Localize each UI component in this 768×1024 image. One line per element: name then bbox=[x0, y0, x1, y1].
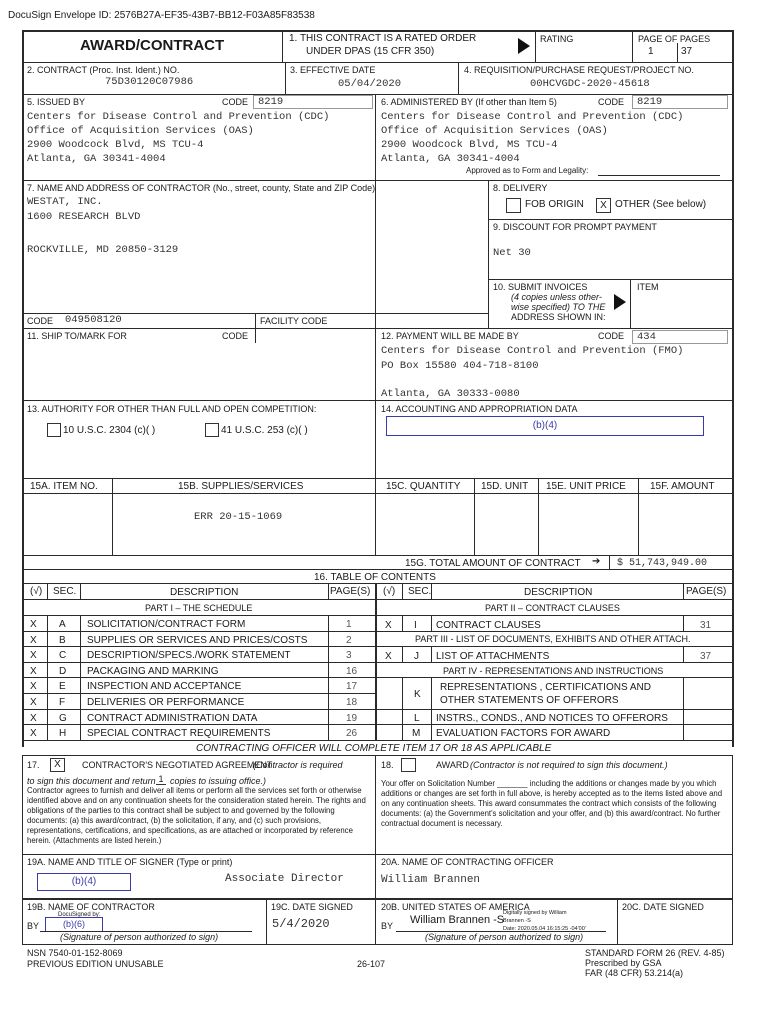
page-count: 37 bbox=[681, 46, 693, 57]
payment-line2: PO Box 15580 404-718-8100 bbox=[381, 360, 539, 372]
row-line bbox=[375, 677, 733, 678]
divider bbox=[22, 755, 23, 854]
toc-check-j: X bbox=[385, 651, 392, 662]
box17-number: 17. bbox=[27, 760, 40, 770]
divider bbox=[732, 854, 733, 944]
col-unit: 15D. UNIT bbox=[481, 481, 529, 492]
envelope-id: DocuSign Envelope ID: 2576B27A-EF35-43B7-BB12-F03A85F83538 bbox=[8, 10, 315, 21]
issued-by-line4: Atlanta, GA 30341-4004 bbox=[27, 153, 166, 165]
submit-invoices-line3: wise specified) TO THE bbox=[511, 302, 606, 312]
arrow-right-icon bbox=[614, 294, 626, 310]
administered-by-code-label: CODE bbox=[598, 97, 625, 107]
authority-label: 13. AUTHORITY FOR OTHER THAN FULL AND OPEN COMPETITION: bbox=[27, 404, 317, 414]
other-delivery-checkbox[interactable]: X bbox=[596, 198, 611, 213]
box17-copies: 1 bbox=[156, 774, 166, 785]
other-delivery-label: OTHER (See below) bbox=[615, 199, 707, 210]
row-line bbox=[22, 646, 733, 647]
divider bbox=[22, 854, 23, 944]
divider bbox=[683, 615, 684, 631]
rating-label: RATING bbox=[540, 34, 574, 44]
toc-sec-header: SEC. bbox=[53, 586, 77, 597]
page-of-pages-label: PAGE OF PAGES bbox=[638, 34, 711, 44]
toc-desc-header: DESCRIPTION bbox=[170, 587, 239, 598]
contractor-city: ROCKVILLE, MD 20850-3129 bbox=[27, 244, 179, 256]
contractor-by-label: BY bbox=[27, 921, 40, 931]
divider bbox=[431, 583, 432, 599]
toc-sec-i: I bbox=[414, 620, 417, 631]
divider bbox=[617, 898, 618, 944]
contractor-code-label: CODE bbox=[27, 316, 54, 326]
toc-desc-a: SOLICITATION/CONTRACT FORM bbox=[87, 619, 246, 630]
issued-by-line1: Centers for Disease Control and Prevention (CDC) bbox=[27, 111, 330, 123]
total-label: 15G. TOTAL AMOUNT OF CONTRACT bbox=[405, 558, 581, 569]
usa-signature: William Brannen -S bbox=[410, 914, 505, 926]
row-line bbox=[22, 854, 733, 855]
issued-by-line2: Office of Acquisition Services (OAS) bbox=[27, 125, 254, 137]
digital-sign-note3: Date: 2020.05.04 16:15:25 -04'00' bbox=[503, 926, 586, 932]
footer-far: FAR (48 CFR) 53.214(a) bbox=[585, 968, 684, 978]
toc-page-e: 17 bbox=[346, 681, 358, 692]
divider bbox=[375, 478, 376, 555]
toc-desc-j: LIST OF ATTACHMENTS bbox=[436, 651, 550, 662]
row-line bbox=[22, 709, 733, 710]
divider bbox=[255, 328, 256, 343]
administered-by-label: 6. ADMINISTERED BY (If other than Item 5) bbox=[381, 97, 557, 107]
delivery-label: 8. DELIVERY bbox=[493, 183, 548, 193]
row-line bbox=[22, 583, 733, 584]
toc-sec-f: F bbox=[59, 697, 66, 708]
row-line bbox=[22, 180, 733, 181]
divider bbox=[638, 478, 639, 555]
divider bbox=[47, 615, 48, 740]
toc-check-h: X bbox=[30, 728, 37, 739]
divider bbox=[488, 180, 489, 328]
row-line bbox=[22, 555, 733, 556]
toc-pages-header-right: PAGE(S) bbox=[686, 586, 727, 597]
digital-sign-note2: Brannen -S bbox=[503, 918, 531, 924]
divider bbox=[677, 43, 678, 62]
toc-desc-e: INSPECTION AND ACCEPTANCE bbox=[87, 681, 242, 692]
negotiated-agreement-checkbox[interactable]: X bbox=[50, 758, 65, 772]
form-title: AWARD/CONTRACT bbox=[80, 37, 225, 54]
divider bbox=[431, 677, 432, 740]
toc-page-j: 37 bbox=[700, 651, 712, 662]
box18-body: Your offer on Solicitation Number _______ including the additions or changes made by you which additions or changes are set forth in full above, is hereby accepted as to the items listed above and on any continuation sheets. This award consummates the contract which consists of the following documents: (a) the Government's solicitation and your offer, and (b) this award/contract. No further contractual document is necessary. bbox=[381, 779, 723, 828]
col-quantity: 15C. QUANTITY bbox=[386, 481, 461, 492]
supplies-text: ERR 20-15-1069 bbox=[194, 511, 283, 523]
usa-sign-label: 20B. UNITED STATES OF AMERICA bbox=[381, 902, 530, 912]
row-line bbox=[22, 400, 733, 401]
toc-desc-g: CONTRACT ADMINISTRATION DATA bbox=[87, 713, 258, 724]
ship-to-label: 11. SHIP TO/MARK FOR bbox=[27, 331, 127, 341]
col-item-no: 15A. ITEM NO. bbox=[30, 481, 98, 492]
toc-page-f: 18 bbox=[346, 697, 358, 708]
co-banner: CONTRACTING OFFICER WILL COMPLETE ITEM 17 OR 18 AS APPLICABLE bbox=[196, 743, 552, 754]
divider bbox=[328, 583, 329, 599]
effective-date-label: 3. EFFECTIVE DATE bbox=[290, 65, 376, 75]
fob-origin-checkbox[interactable] bbox=[506, 198, 521, 213]
signer-name-redaction: (b)(4) bbox=[37, 873, 131, 891]
arrow-right-icon bbox=[518, 38, 530, 54]
row-line bbox=[22, 740, 733, 741]
effective-date: 05/04/2020 bbox=[338, 78, 402, 90]
toc-sec-header-right: SEC. bbox=[408, 586, 432, 597]
toc-desc-h: SPECIAL CONTRACT REQUIREMENTS bbox=[87, 728, 271, 739]
divider bbox=[80, 615, 81, 740]
toc-sec-j: J bbox=[414, 651, 419, 662]
toc-page-b: 2 bbox=[346, 635, 352, 646]
submit-invoices-line4: ADDRESS SHOWN IN: bbox=[511, 312, 606, 322]
divider bbox=[112, 478, 113, 555]
administered-by-line1: Centers for Disease Control and Prevention (CDC) bbox=[381, 111, 684, 123]
row-line bbox=[22, 599, 733, 600]
toc-desc-k2: OTHER STATEMENTS OF OFFERORS bbox=[440, 695, 619, 706]
contractor-date-label: 19C. DATE SIGNED bbox=[271, 902, 353, 912]
toc-page-g: 19 bbox=[346, 713, 358, 724]
toc-check-header: (√) bbox=[30, 586, 43, 597]
divider bbox=[535, 30, 536, 62]
row-line bbox=[22, 615, 733, 616]
row-line bbox=[22, 631, 733, 632]
divider bbox=[47, 583, 48, 599]
toc-sec-l: L bbox=[414, 713, 420, 724]
toc-page-a: 1 bbox=[346, 619, 352, 630]
form-left-border bbox=[22, 30, 24, 747]
ship-to-code-label: CODE bbox=[222, 331, 249, 341]
payment-by-label: 12. PAYMENT WILL BE MADE BY bbox=[381, 331, 519, 341]
toc-desc-i: CONTRACT CLAUSES bbox=[436, 620, 541, 631]
row-line bbox=[488, 219, 733, 220]
divider bbox=[375, 94, 376, 328]
divider bbox=[328, 615, 329, 740]
col-unit-price: 15E. UNIT PRICE bbox=[546, 481, 626, 492]
toc-sec-k: K bbox=[414, 689, 421, 700]
submit-invoices-line2: (4 copies unless other- bbox=[511, 292, 602, 302]
row-line bbox=[22, 569, 733, 570]
toc-pages-header: PAGE(S) bbox=[330, 586, 371, 597]
toc-desc-l: INSTRS., CONDS., AND NOTICES TO OFFERORS bbox=[436, 713, 668, 724]
signer-name-label: 19A. NAME AND TITLE OF SIGNER (Type or print) bbox=[27, 857, 233, 867]
footer-nsn: NSN 7540-01-152-8069 bbox=[27, 948, 123, 958]
administered-by-line3: 2900 Woodcock Blvd, MS TCU-4 bbox=[381, 139, 558, 151]
divider bbox=[630, 279, 631, 328]
award-checkbox[interactable] bbox=[401, 758, 416, 772]
toc-check-e: X bbox=[30, 681, 37, 692]
box18-title: AWARD bbox=[436, 760, 469, 770]
issued-by-label: 5. ISSUED BY bbox=[27, 97, 86, 107]
divider bbox=[538, 478, 539, 555]
toc-sec-g: G bbox=[59, 713, 67, 724]
toc-desc-m: EVALUATION FACTORS FOR AWARD bbox=[436, 728, 611, 739]
toc-sec-c: C bbox=[59, 650, 67, 661]
contractor-sig-caption: (Signature of person authorized to sign) bbox=[60, 932, 219, 942]
rated-order-line2: UNDER DPAS (15 CFR 350) bbox=[306, 46, 435, 57]
divider bbox=[632, 30, 633, 62]
divider bbox=[375, 328, 376, 478]
issued-by-code: 8219 bbox=[253, 95, 373, 109]
discount-terms: Net 30 bbox=[493, 247, 531, 259]
col-supplies: 15B. SUPPLIES/SERVICES bbox=[178, 481, 304, 492]
administered-by-line4: Atlanta, GA 30341-4004 bbox=[381, 153, 520, 165]
toc-sec-a: A bbox=[59, 619, 66, 630]
toc-desc-b: SUPPLIES OR SERVICES AND PRICES/COSTS bbox=[87, 635, 308, 646]
usa-sig-caption: (Signature of person authorized to sign) bbox=[425, 932, 584, 942]
row-line bbox=[22, 724, 733, 725]
toc-desc-c: DESCRIPTION/SPECS./WORK STATEMENT bbox=[87, 650, 291, 661]
divider bbox=[285, 62, 286, 94]
footer-prev-edition: PREVIOUS EDITION UNUSABLE bbox=[27, 959, 164, 969]
divider bbox=[375, 583, 377, 740]
toc-sec-m: M bbox=[412, 728, 421, 739]
toc-sec-h: H bbox=[59, 728, 67, 739]
divider bbox=[458, 62, 459, 94]
toc-page-d: 16 bbox=[346, 666, 358, 677]
total-amount: $ 51,743,949.00 bbox=[617, 558, 708, 569]
payment-code-label: CODE bbox=[598, 331, 625, 341]
divider bbox=[431, 615, 432, 631]
box18-number: 18. bbox=[381, 760, 394, 770]
toc-part1: PART I – THE SCHEDULE bbox=[145, 603, 253, 613]
toc-part3: PART III - LIST OF DOCUMENTS, EXHIBITS AND OTHER ATTACH. bbox=[415, 634, 691, 644]
accounting-label: 14. ACCOUNTING AND APPROPRIATION DATA bbox=[381, 404, 578, 414]
toc-page-h: 26 bbox=[346, 728, 358, 739]
divider bbox=[402, 583, 403, 599]
administered-by-line2: Office of Acquisition Services (OAS) bbox=[381, 125, 608, 137]
contractor-code: 049508120 bbox=[65, 314, 122, 326]
signer-title: Associate Director bbox=[225, 873, 344, 885]
footer-standard-form: STANDARD FORM 26 (REV. 4-85) bbox=[585, 948, 725, 958]
contracting-officer-label: 20A. NAME OF CONTRACTING OFFICER bbox=[381, 857, 554, 867]
footer-form-number: 26-107 bbox=[357, 959, 386, 969]
contract-no: 75D30120C07986 bbox=[105, 76, 194, 88]
authority-10usc-checkbox[interactable] bbox=[47, 423, 61, 437]
docusigned-by: DocuSigned by: bbox=[58, 912, 101, 918]
col-amount: 15F. AMOUNT bbox=[650, 481, 715, 492]
row-line bbox=[22, 62, 733, 63]
toc-part2: PART II – CONTRACT CLAUSES bbox=[485, 603, 620, 613]
contractor-name: WESTAT, INC. bbox=[27, 196, 103, 208]
row-line bbox=[22, 94, 733, 95]
requisition-no: 00HCVGDC-2020-45618 bbox=[530, 78, 650, 90]
divider bbox=[609, 555, 610, 569]
divider bbox=[80, 583, 81, 599]
box17-body: Contractor agrees to furnish and deliver all items or perform all the services set forth or otherwise identified above and on any continuation sheets for the consideration stated herein. The rights and obligations of the parties to this contract shall be subject to and governed by the following documents: (a) this award/contract, (b) the solicitation, if any, and (c) such provisions, representations, certifications, and specifications, as are attached or incorporated by reference herein. (Attachments are listed herein.) bbox=[27, 786, 366, 845]
toc-page-i: 31 bbox=[700, 620, 712, 631]
contractor-sign-label: 19B. NAME OF CONTRACTOR bbox=[27, 902, 155, 912]
usa-by-label: BY bbox=[381, 921, 394, 931]
toc-title: 16. TABLE OF CONTENTS bbox=[314, 572, 436, 583]
divider bbox=[431, 646, 432, 662]
row-line bbox=[488, 279, 733, 280]
form-right-border bbox=[732, 30, 734, 747]
item-label: ITEM bbox=[637, 282, 659, 292]
usa-date-label: 20C. DATE SIGNED bbox=[622, 902, 704, 912]
payment-line1: Centers for Disease Control and Prevention (FMO) bbox=[381, 345, 684, 357]
toc-check-c: X bbox=[30, 650, 37, 661]
page-number: 1 bbox=[648, 46, 654, 57]
total-arrow-icon: ➔ bbox=[592, 556, 601, 567]
divider bbox=[375, 854, 376, 944]
facility-code-label: FACILITY CODE bbox=[260, 316, 328, 326]
divider bbox=[375, 755, 376, 854]
submit-invoices-label: 10. SUBMIT INVOICES bbox=[493, 282, 588, 292]
row-line bbox=[22, 944, 733, 945]
authority-41usc-label: 41 U.S.C. 253 (c)( ) bbox=[221, 425, 308, 436]
issued-by-code-label: CODE bbox=[222, 97, 249, 107]
divider bbox=[683, 583, 684, 599]
toc-page-c: 3 bbox=[346, 650, 352, 661]
accounting-redaction: (b)(4) bbox=[386, 416, 704, 436]
divider bbox=[474, 478, 475, 555]
toc-check-f: X bbox=[30, 697, 37, 708]
row-line bbox=[22, 755, 733, 756]
toc-desc-k1: REPRESENTATIONS , CERTIFICATIONS AND bbox=[440, 682, 651, 693]
toc-check-g: X bbox=[30, 713, 37, 724]
payment-code: 434 bbox=[632, 330, 728, 344]
row-line bbox=[22, 693, 375, 694]
requisition-label: 4. REQUISITION/PURCHASE REQUEST/PROJECT NO. bbox=[464, 65, 694, 75]
toc-desc-header-right: DESCRIPTION bbox=[524, 587, 593, 598]
toc-part4: PART IV - REPRESENTATIONS AND INSTRUCTIONS bbox=[443, 666, 664, 676]
toc-sec-d: D bbox=[59, 666, 67, 677]
divider bbox=[402, 646, 403, 662]
contracting-officer-name: William Brannen bbox=[381, 874, 481, 886]
administered-by-code: 8219 bbox=[632, 95, 728, 109]
row-line bbox=[22, 478, 733, 479]
divider bbox=[732, 755, 733, 854]
box17-title: CONTRACTOR'S NEGOTIATED AGREEMENT bbox=[82, 760, 273, 770]
toc-check-d: X bbox=[30, 666, 37, 677]
approval-line bbox=[598, 175, 720, 176]
contractor-address-label: 7. NAME AND ADDRESS OF CONTRACTOR (No., street, county, State and ZIP Code) bbox=[27, 183, 376, 193]
contractor-street: 1600 RESEARCH BLVD bbox=[27, 211, 141, 223]
divider bbox=[282, 30, 283, 62]
divider bbox=[266, 898, 267, 944]
divider bbox=[255, 313, 256, 328]
contractor-date: 5/4/2020 bbox=[272, 917, 330, 931]
row-line bbox=[22, 898, 733, 900]
toc-sec-e: E bbox=[59, 681, 66, 692]
row-line bbox=[22, 493, 733, 494]
toc-check-i: X bbox=[385, 620, 392, 631]
row-line bbox=[22, 677, 375, 678]
discount-label: 9. DISCOUNT FOR PROMPT PAYMENT bbox=[493, 222, 657, 232]
toc-sec-b: B bbox=[59, 635, 66, 646]
rated-order-line1: 1. THIS CONTRACT IS A RATED ORDER bbox=[289, 33, 477, 44]
box17-return-text: to sign this document and return bbox=[27, 776, 156, 786]
toc-check-b: X bbox=[30, 635, 37, 646]
row-line bbox=[22, 662, 733, 663]
authority-10usc-label: 10 U.S.C. 2304 (c)( ) bbox=[63, 425, 156, 436]
contractor-signature-redaction: (b)(6) bbox=[45, 917, 103, 932]
approved-form-legality: Approved as to Form and Legality: bbox=[466, 166, 589, 175]
authority-41usc-checkbox[interactable] bbox=[205, 423, 219, 437]
toc-check-header-right: (√) bbox=[383, 586, 396, 597]
row-line bbox=[22, 328, 733, 329]
divider bbox=[402, 677, 403, 740]
payment-city: Atlanta, GA 30333-0080 bbox=[381, 388, 520, 400]
divider bbox=[683, 646, 684, 662]
fob-origin-label: FOB ORIGIN bbox=[525, 199, 584, 210]
toc-check-a: X bbox=[30, 619, 37, 630]
box17-return-text-2: copies to issuing office.) bbox=[170, 776, 267, 786]
toc-desc-f: DELIVERIES OR PERFORMANCE bbox=[87, 697, 245, 708]
digital-sign-note1: Digitally signed by William bbox=[503, 910, 567, 916]
contract-no-label: 2. CONTRACT (Proc. Inst. Ident.) NO. bbox=[27, 65, 180, 75]
divider bbox=[402, 615, 403, 631]
box17-title-note: (Contractor is required bbox=[253, 760, 343, 770]
divider bbox=[683, 677, 684, 740]
form-top-border bbox=[22, 30, 733, 32]
issued-by-line3: 2900 Woodcock Blvd, MS TCU-4 bbox=[27, 139, 204, 151]
toc-desc-d: PACKAGING AND MARKING bbox=[87, 666, 219, 677]
footer-prescribed: Prescribed by GSA bbox=[585, 958, 662, 968]
box18-title-note: (Contractor is not required to sign this document.) bbox=[470, 760, 668, 770]
